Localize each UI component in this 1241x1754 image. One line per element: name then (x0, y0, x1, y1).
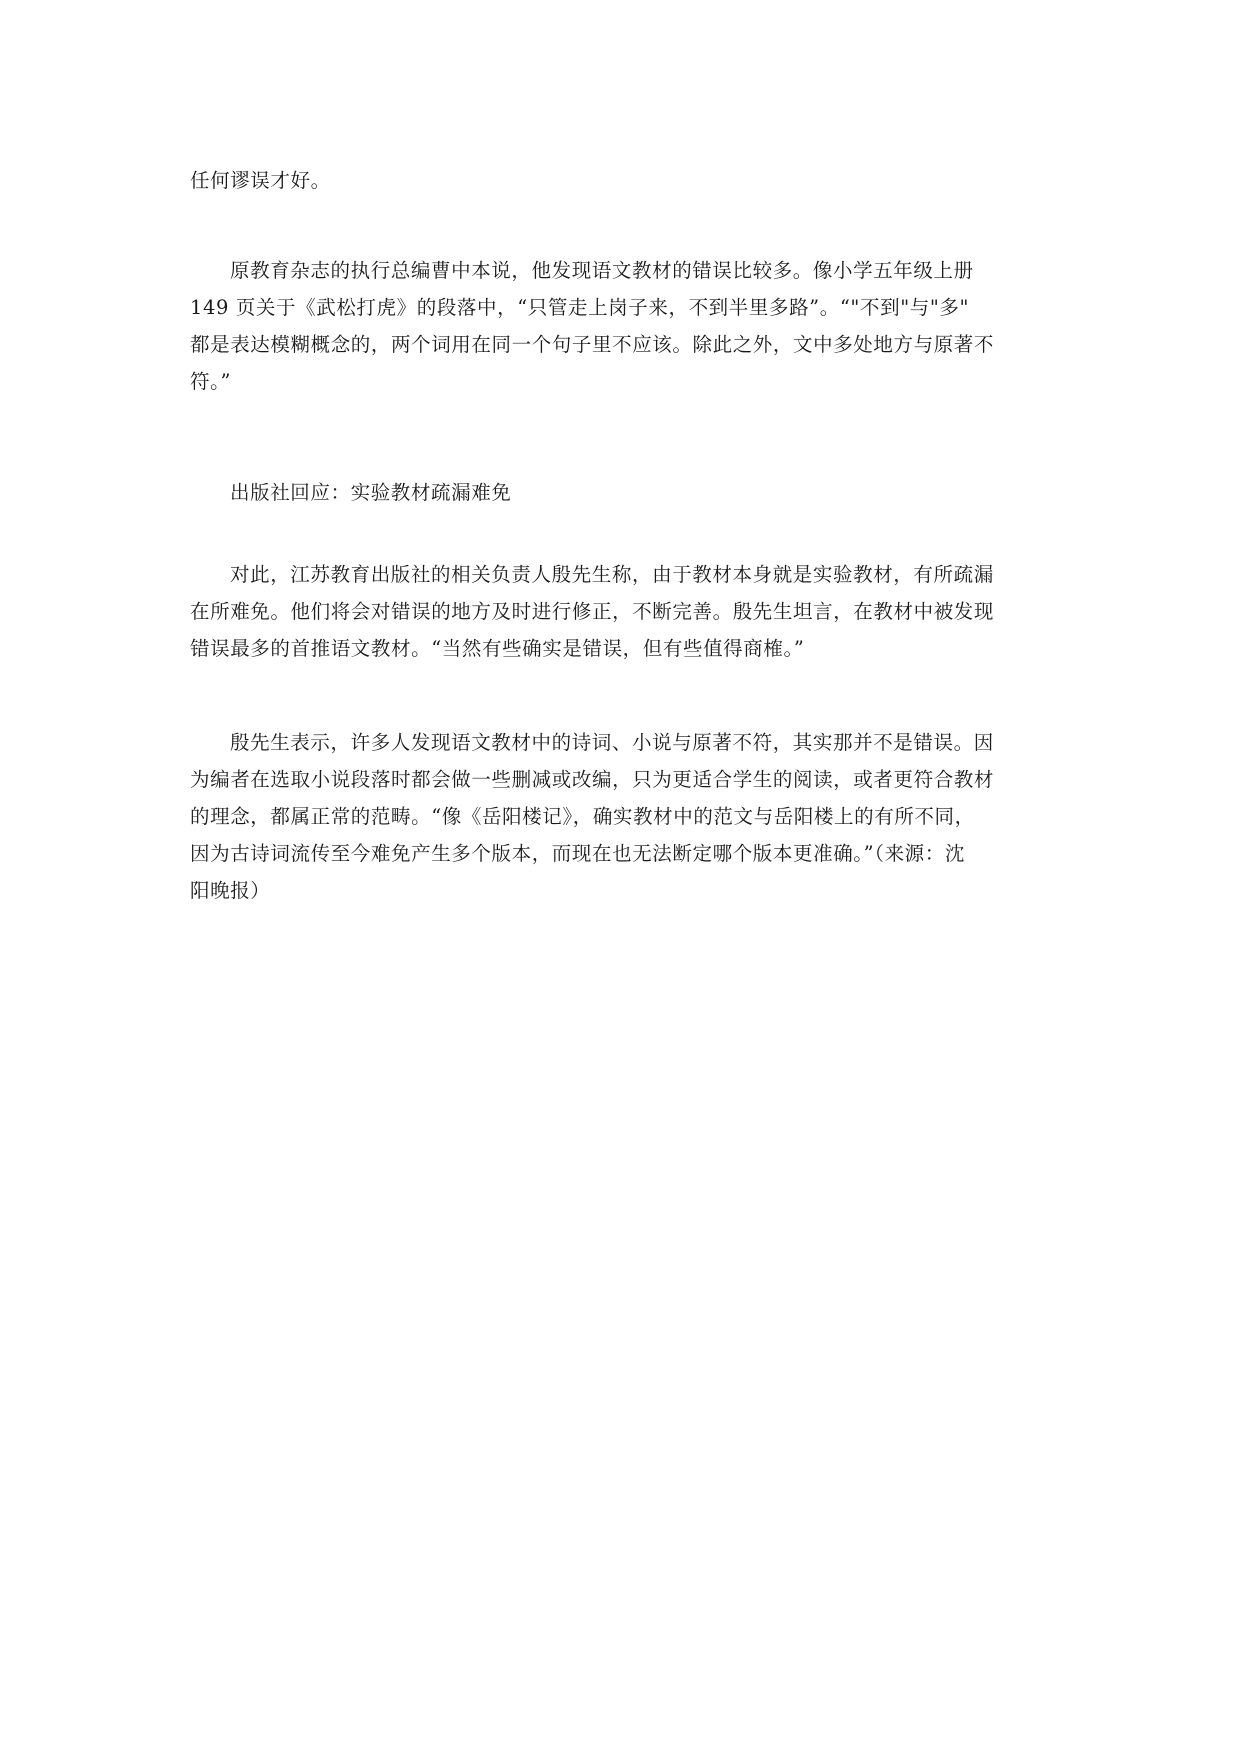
text-line: 殷先生表示，许多人发现语文教材中的诗词、小说与原著不符，其实那并不是错误。因 (230, 731, 994, 754)
paragraph-publisher-response (190, 556, 1058, 667)
text-line: 错误最多的首推语文教材。“当然有些确实是错误，但有些值得商榷。” (190, 637, 805, 660)
text-line: 都是表达模糊概念的，两个词用在同一个句子里不应该。除此之外，文中多处地方与原著不 (190, 333, 995, 356)
text-line: 在所难免。他们将会对错误的地方及时进行修正，不断完善。殷先生坦言，在教材中被发现 (190, 600, 995, 623)
paragraph-cao-zhongben-remarks (190, 252, 1058, 400)
section-heading-publisher-response (190, 474, 1058, 511)
text-line: 149 页关于《武松打虎》的段落中，“只管走上岗子来，不到半里多路”。“"不到"与"多" (190, 296, 970, 319)
text-line: 对此，江苏教育出版社的相关负责人殷先生称，由于教材本身就是实验教材，有所疏漏 (230, 563, 994, 586)
text-line: 的理念，都属正常的范畴。“像《岳阳楼记》，确实教材中的范文与岳阳楼上的有所不同， (190, 805, 975, 828)
text-line: 任何谬误才好。 (190, 169, 331, 192)
text-line: 原教育杂志的执行总编曹中本说，他发现语文教材的错误比较多。像小学五年级上册 (230, 259, 974, 282)
text-line: 因为古诗词流传至今难免产生多个版本，而现在也无法断定哪个版本更准确。”（来源：沈 (190, 842, 965, 865)
paragraph-continuation (190, 162, 1058, 199)
text-line: 为编者在选取小说段落时都会做一些删减或改编，只为更适合学生的阅读，或者更符合教材 (190, 768, 995, 791)
paragraph-yin-explanation (190, 724, 1058, 909)
text-line: 符。” (190, 370, 232, 393)
text-line: 阳晚报） (190, 879, 271, 902)
text-line: 出版社回应：实验教材疏漏难免 (230, 481, 512, 504)
